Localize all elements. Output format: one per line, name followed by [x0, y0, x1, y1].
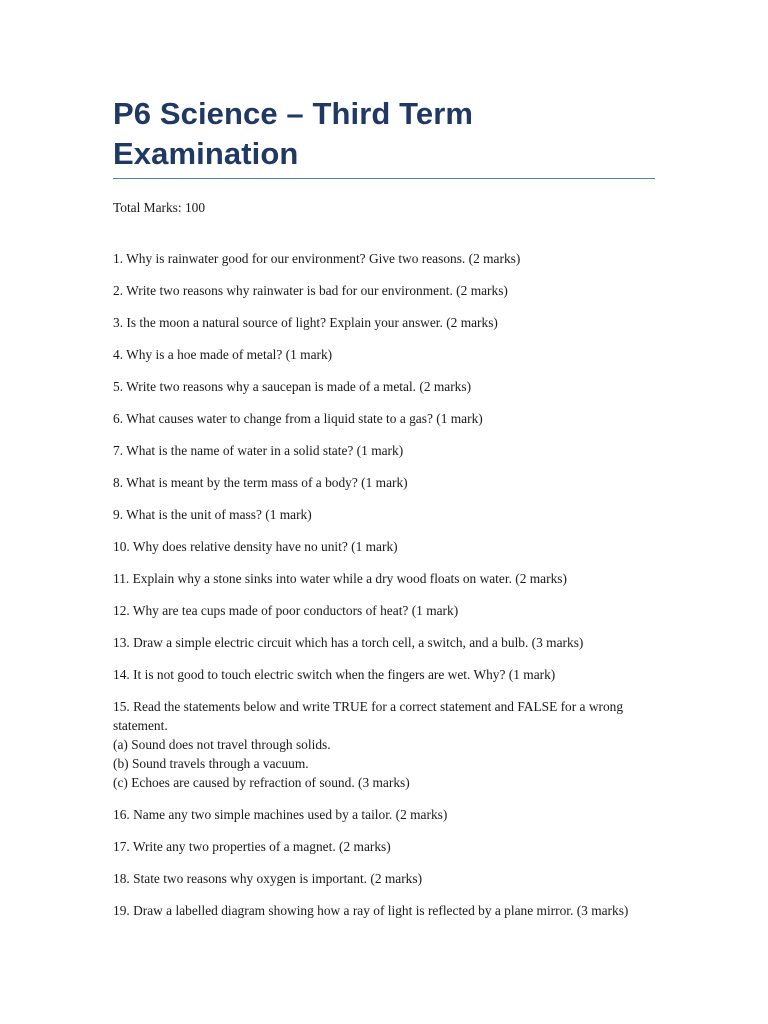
question-item [113, 697, 655, 792]
question-text: 10. Why does relative density have no unit? (1 mark) [113, 539, 398, 554]
question-item [113, 409, 655, 428]
question-item [113, 473, 655, 492]
question-item [113, 537, 655, 556]
document-title: P6 Science – Third Term Examination [113, 96, 474, 171]
question-text: 16. Name any two simple machines used by a tailor. (2 marks) [113, 807, 448, 822]
question-item [113, 805, 655, 824]
question-item [113, 633, 655, 652]
question-item [113, 441, 655, 460]
document-page [113, 94, 655, 933]
question-item [113, 869, 655, 888]
question-text: 18. State two reasons why oxygen is important. (2 marks) [113, 871, 423, 886]
question-text: 7. What is the name of water in a solid state? (1 mark) [113, 443, 404, 458]
question-item [113, 505, 655, 524]
question-subitem: (b) Sound travels through a vacuum. [113, 756, 309, 771]
question-text: 1. Why is rainwater good for our environment? Give two reasons. (2 marks) [113, 251, 521, 266]
question-text: 5. Write two reasons why a saucepan is made of a metal. (2 marks) [113, 379, 472, 394]
question-text: 11. Explain why a stone sinks into water while a dry wood floats on water. (2 marks) [113, 571, 567, 586]
question-text: 19. Draw a labelled diagram showing how a ray of light is reflected by a plane mirror. (3 marks) [113, 903, 629, 918]
question-item [113, 901, 655, 920]
question-item [113, 281, 655, 300]
question-text: 8. What is meant by the term mass of a body? (1 mark) [113, 475, 408, 490]
question-item [113, 569, 655, 588]
question-text: 17. Write any two properties of a magnet. (2 marks) [113, 839, 391, 854]
question-item [113, 837, 655, 856]
total-marks: Total Marks: 100 [113, 200, 206, 215]
question-item [113, 313, 655, 332]
question-item [113, 377, 655, 396]
question-text: 3. Is the moon a natural source of light? Explain your answer. (2 marks) [113, 315, 498, 330]
question-text: 4. Why is a hoe made of metal? (1 mark) [113, 347, 333, 362]
question-text: 12. Why are tea cups made of poor conductors of heat? (1 mark) [113, 603, 459, 618]
question-item [113, 601, 655, 620]
question-text: 6. What causes water to change from a liquid state to a gas? (1 mark) [113, 411, 483, 426]
question-text: 15. Read the statements below and write TRUE for a correct statement and FALSE for a wrong statement. [113, 699, 624, 733]
question-text: 13. Draw a simple electric circuit which has a torch cell, a switch, and a bulb. (3 marks) [113, 635, 584, 650]
question-list [113, 249, 655, 920]
question-text: 14. It is not good to touch electric switch when the fingers are wet. Why? (1 mark) [113, 667, 556, 682]
question-subitem: (a) Sound does not travel through solids. [113, 737, 331, 752]
title-divider [113, 178, 655, 179]
question-text: 2. Write two reasons why rainwater is bad for our environment. (2 marks) [113, 283, 508, 298]
question-subitem: (c) Echoes are caused by refraction of sound. (3 marks) [113, 775, 410, 790]
question-text: 9. What is the unit of mass? (1 mark) [113, 507, 312, 522]
question-item [113, 665, 655, 684]
question-item [113, 345, 655, 364]
question-item [113, 249, 655, 268]
